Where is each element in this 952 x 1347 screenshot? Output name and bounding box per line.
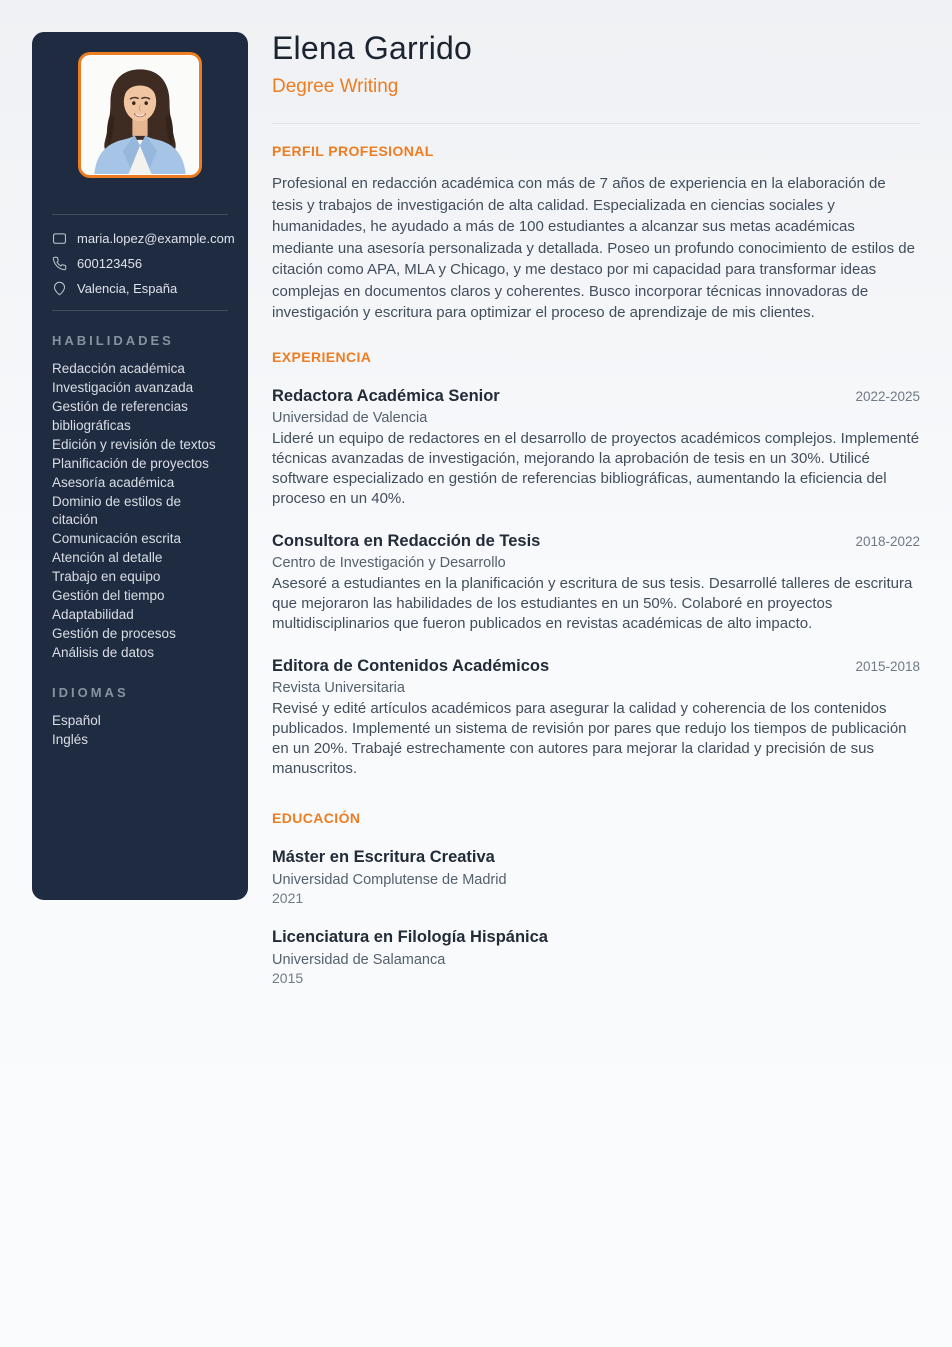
section-experience (272, 349, 920, 779)
person-name: Elena Garrido (272, 30, 473, 66)
skill-item: Dominio de estilos de citación (52, 493, 182, 527)
education-degree: Máster en Escritura Creativa (272, 847, 495, 866)
job-entry (272, 387, 920, 509)
skill-item: Gestión de procesos (52, 626, 176, 641)
contact-location-text: Valencia, España (77, 281, 178, 296)
section-education (272, 810, 920, 986)
job-entry (272, 532, 920, 634)
skill-item: Atención al detalle (52, 550, 163, 565)
job-description: Lideré un equipo de redactores en el desarrollo de proyectos académicos complejos. Implementé técnicas avanzadas de investigación, mejorando la aprobación de tesis en un 30%. Utilicé software especializado en gestión de referencias bibliográficas, aumentando la eficiencia del proceso en un 40%. (272, 429, 920, 507)
education-year: 2021 (272, 889, 304, 906)
job-dates: 2015-2018 (855, 658, 920, 674)
skill-item: Gestión del tiempo (52, 588, 165, 603)
profile-text: Profesional en redacción académica con más de 7 años de experiencia en la elaboración de tesis y trabajos de investigación de alta calidad. Especializada en ciencias sociales y humanidades, he ayudado a más de 100 estudiantes a alcanzar sus metas académicas mediante una asesoría personalizada y detallada. Poseo un profundo conocimiento de estilos de citación como APA, MLA y Chicago, y me destaco por mi capacidad para transformar ideas complejas en documentos claros y coherentes. Busco incorporar técnicas innovadoras de investigación y escritura para optimizar el proceso de aprendizaje de mis clientes. (272, 175, 915, 321)
skill-item: Comunicación escrita (52, 531, 182, 546)
skills-list (52, 360, 228, 663)
job-description: Revisé y edité artículos académicos para asegurar la calidad y coherencia de los contenidos publicados. Implementé un sistema de revisión por pares que redujo los tiempos de publicación en un 20%. Trabajé estrechamente con autores para mejorar la claridad y precisión de sus manuscritos. (272, 699, 907, 777)
contact-phone-text: 600123456 (77, 256, 143, 271)
skill-item: Adaptabilidad (52, 607, 134, 622)
header-divider (272, 123, 920, 124)
job-dates: 2018-2022 (855, 533, 920, 549)
section-profile (272, 143, 920, 324)
profile-section-heading: PERFIL PROFESIONAL (272, 143, 434, 159)
education-entry (272, 848, 920, 906)
job-company: Centro de Investigación y Desarrollo (272, 554, 506, 571)
job-entry (272, 657, 920, 779)
skill-item: Análisis de datos (52, 645, 155, 660)
skill-item: Asesoría académica (52, 474, 175, 490)
language-item: Inglés (52, 731, 89, 747)
email-icon (52, 231, 67, 246)
job-dates: 2022-2025 (855, 388, 920, 404)
person-job-title: Degree Writing (272, 76, 399, 97)
job-role: Editora de Contenidos Académicos (272, 656, 550, 675)
education-entry (272, 928, 920, 986)
education-section-heading: EDUCACIÓN (272, 809, 361, 826)
sidebar-divider (52, 214, 228, 215)
skill-item: Edición y revisión de textos (52, 436, 216, 452)
languages-heading: IDIOMAS (52, 684, 129, 700)
languages-list (52, 712, 228, 750)
job-role: Redactora Académica Senior (272, 386, 500, 405)
contact-phone (52, 256, 228, 271)
skill-item: Trabajo en equipo (52, 569, 161, 584)
resume-body (272, 30, 920, 986)
portrait-illustration (81, 55, 199, 175)
skill-item: Gestión de referencias bibliográficas (52, 399, 188, 433)
phone-icon (52, 256, 67, 271)
job-description: Asesoré a estudiantes en la planificación y escritura de sus tesis. Desarrollé talleres de escritura que mejoraron las habilidades de los estudiantes en un 50%. Colaboré en proyectos multidisciplinarios que fueron publicados en revistas académicas de alto impacto. (272, 574, 913, 632)
education-degree: Licenciatura en Filología Hispánica (272, 927, 548, 946)
contact-location (52, 281, 228, 296)
job-company: Universidad de Valencia (272, 409, 428, 426)
job-role: Consultora en Redacción de Tesis (272, 531, 541, 550)
skills-heading: HABILIDADES (52, 333, 174, 348)
skill-item: Planificación de proyectos (52, 455, 209, 471)
sidebar-divider (52, 310, 228, 311)
sidebar (32, 32, 248, 900)
education-school: Universidad Complutense de Madrid (272, 871, 507, 888)
job-title-row (272, 532, 920, 551)
job-company: Revista Universitaria (272, 679, 405, 696)
language-item: Español (52, 712, 101, 728)
contact-info (52, 231, 235, 296)
education-school: Universidad de Salamanca (272, 951, 446, 968)
profile-photo (78, 52, 202, 178)
contact-email-text: maria.lopez@example.com (77, 231, 235, 246)
education-year: 2015 (272, 969, 304, 986)
contact-email (52, 231, 235, 246)
job-title-row (272, 387, 920, 406)
skill-item: Redacción académica (52, 361, 185, 376)
experience-section-heading: EXPERIENCIA (272, 348, 372, 365)
location-pin-icon (52, 281, 67, 296)
job-title-row (272, 657, 920, 676)
skill-item: Investigación avanzada (52, 380, 194, 395)
